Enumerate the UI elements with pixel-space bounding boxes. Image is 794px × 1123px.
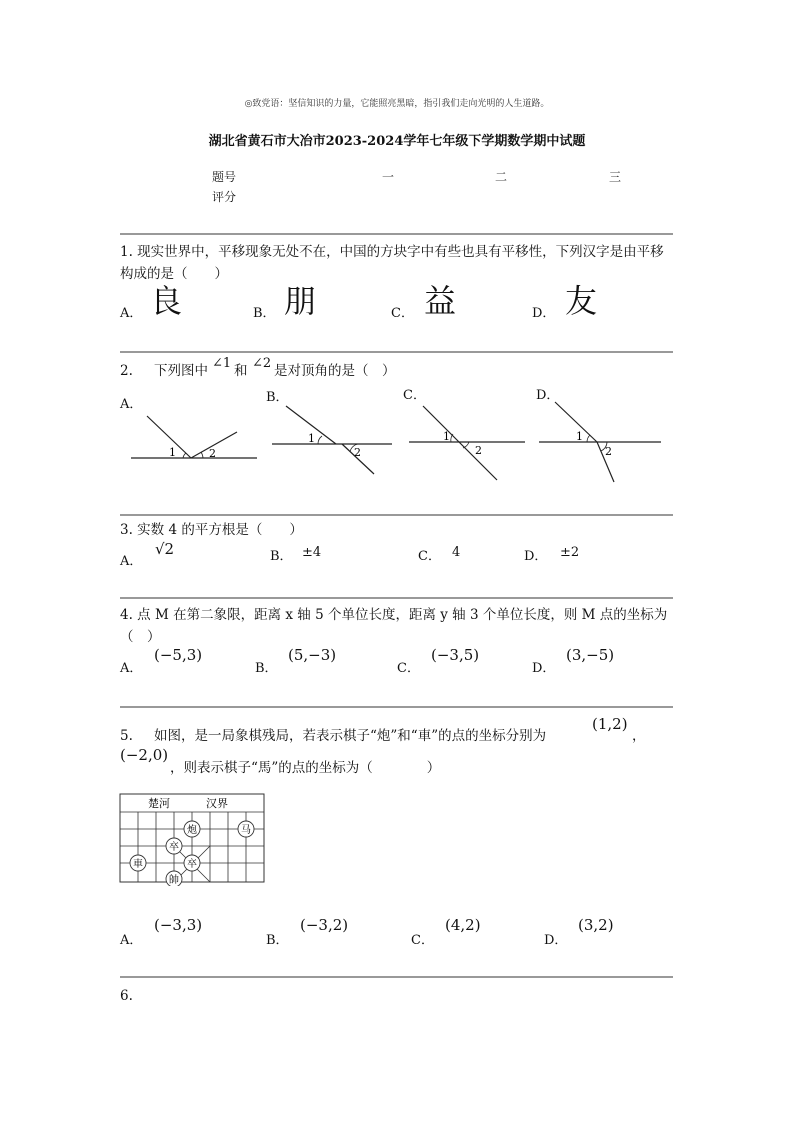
q3-option-a-value: √2 [155, 540, 175, 558]
q1-option-b-char: 朋 [284, 282, 317, 320]
q1-option-a-label: A． [120, 306, 143, 321]
q5-option-b-value: (−3,2) [300, 916, 349, 934]
angle-2-label: 2 [354, 446, 361, 459]
piece-zu-2 [184, 855, 200, 871]
river-right-label: 汉界 [206, 797, 228, 810]
motto: ◎致党语：坚信知识的力量，它能照亮黑暗，指引我们走向光明的人生道路。 [244, 99, 550, 109]
svg-text:马: 马 [241, 825, 251, 836]
score-label: 评分 [212, 190, 237, 204]
q4-option-d-value: (3,−5) [566, 646, 615, 664]
q4-option-d-label: D． [532, 661, 556, 676]
angle-1-label: 1 [576, 430, 583, 443]
q3-option-d-value: ±2 [560, 545, 580, 560]
divider [120, 597, 673, 599]
piece-zu-1 [166, 838, 182, 854]
q3-option-d-label: D． [524, 549, 548, 564]
score-col-3: 三 [609, 170, 622, 184]
q1-stem: 1. 现实世界中，平移现象无处不在，中国的方块字中有些也具有平移性，下列汉字是由平移构成的是（ ） [120, 244, 664, 282]
piece-shuai [166, 871, 182, 886]
q2-figure-c [405, 400, 530, 485]
q5-option-a-value: (−3,3) [154, 916, 203, 934]
q2-option-d-label: D． [536, 388, 560, 403]
q1-option-a-char: 良 [150, 282, 183, 320]
angle-2-label: 2 [605, 445, 612, 458]
q4-option-a-label: A． [120, 661, 143, 676]
q3-option-c-value: 4 [452, 545, 461, 560]
q5-option-c-value: (4,2) [445, 916, 481, 934]
q2-stem-a: 下列图中 [154, 363, 208, 379]
q5-stem-b: ，则表示棋子“馬”的点的坐标为（ ） [170, 760, 441, 776]
angle-2-label: 2 [209, 447, 216, 460]
q2-option-b-label: B． [266, 390, 289, 405]
q2-stem-c: 是对顶角的是（ ） [274, 363, 396, 379]
q4-option-b-value: (5,−3) [288, 646, 337, 664]
q6-number: 6. [120, 988, 133, 1004]
q5-coord-2: (−2,0) [120, 746, 169, 764]
divider [120, 233, 673, 235]
q3-option-b-value: ±4 [302, 545, 322, 560]
q1-option-c-char: 益 [424, 282, 457, 320]
q1-option-c-label: C． [391, 306, 414, 321]
q2-angle2: ∠2 [252, 356, 272, 371]
piece-pao [184, 821, 200, 837]
q2-option-a-label: A． [120, 397, 143, 412]
score-col-2: 二 [495, 170, 508, 184]
svg-text:卒: 卒 [187, 859, 197, 870]
q4-stem: 4. 点 M 在第二象限，距离 x 轴 5 个单位长度，距离 y 轴 3 个单位长度，则 M 点的坐标为（ ） [120, 607, 668, 645]
q3-stem: 3. 实数 4 的平方根是（ ） [120, 522, 303, 538]
q5-stem-a: 如图，是一局象棋残局，若表示棋子“炮”和“車”的点的坐标分别为 [154, 728, 547, 744]
svg-text:帥: 帥 [169, 875, 179, 886]
q3-option-c-label: C． [418, 549, 441, 564]
q5-option-a-label: A． [120, 933, 143, 948]
svg-text:炮: 炮 [187, 825, 197, 836]
q4-option-c-label: C． [397, 661, 420, 676]
q2-angle1: ∠1 [212, 356, 232, 371]
angle-1-label: 1 [308, 432, 315, 445]
score-col-1: 一 [382, 170, 395, 184]
divider [120, 514, 673, 516]
q1-option-b-label: B． [253, 306, 276, 321]
chess-board-figure [118, 792, 268, 886]
q4-option-c-value: (−3,5) [431, 646, 480, 664]
q2-figure-a [125, 410, 265, 470]
river-left-label: 楚河 [148, 797, 170, 810]
q4-option-a-value: (−5,3) [154, 646, 203, 664]
q3-option-a-label: A． [120, 554, 143, 569]
divider [120, 351, 673, 353]
q5-coord-1: (1,2) [592, 715, 628, 733]
q5-option-c-label: C． [411, 933, 434, 948]
q2-figure-d [535, 398, 665, 486]
svg-text:卒: 卒 [169, 842, 179, 853]
q5-option-d-value: (3,2) [578, 916, 614, 934]
q5-option-d-label: D． [544, 933, 568, 948]
q2-stem-b: 和 [234, 363, 248, 379]
q5-number: 5. [120, 728, 133, 744]
q1-option-d-char: 友 [565, 282, 598, 320]
q4-option-b-label: B． [255, 661, 278, 676]
q5-comma: ， [632, 728, 646, 744]
angle-1-label: 1 [443, 430, 450, 443]
q5-option-b-label: B． [266, 933, 289, 948]
q2-figure-b [268, 400, 398, 480]
divider [120, 706, 673, 708]
q3-option-b-label: B． [270, 549, 293, 564]
score-row-label: 题号 [212, 170, 237, 184]
q2-option-c-label: C． [403, 388, 426, 403]
divider [120, 976, 673, 978]
svg-text:車: 車 [133, 859, 143, 870]
q2-number: 2. [120, 363, 133, 379]
page-title: 湖北省黄石市大冶市2023-2024学年七年级下学期数学期中试题 [208, 134, 586, 149]
piece-ma [238, 821, 254, 837]
piece-ju [130, 855, 146, 871]
q1-option-d-label: D． [532, 306, 556, 321]
angle-1-label: 1 [169, 446, 176, 459]
angle-2-label: 2 [475, 444, 482, 457]
